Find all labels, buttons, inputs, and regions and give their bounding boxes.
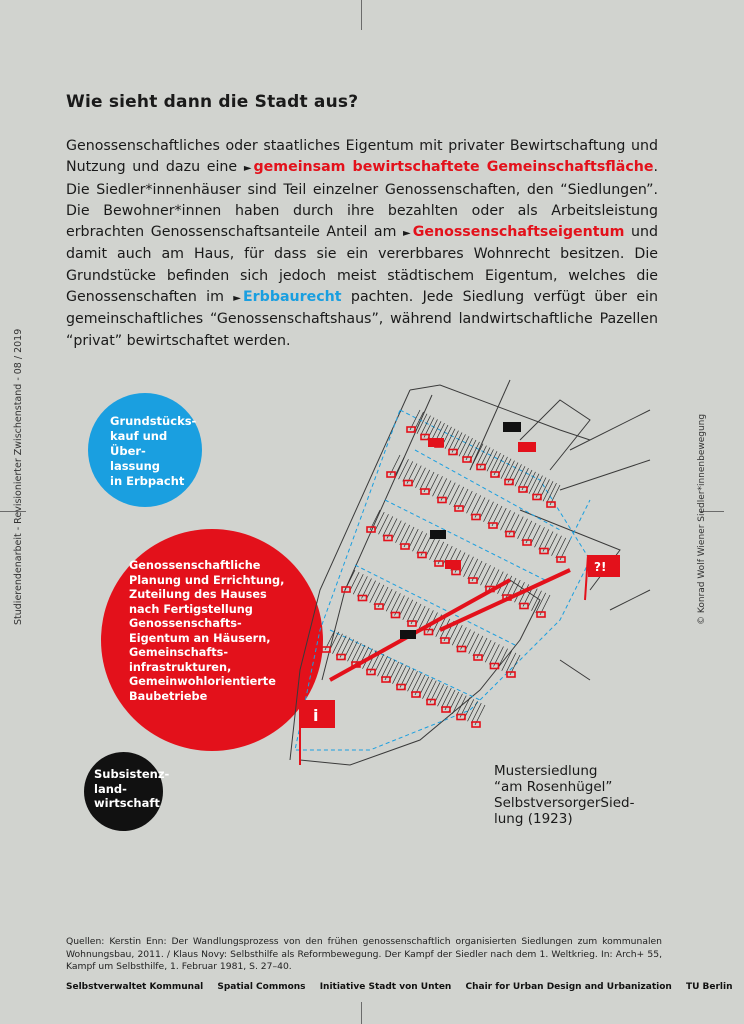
house-mark — [384, 536, 392, 541]
link-label: Genossenschaftseigentum — [412, 224, 625, 241]
parcel-line — [407, 602, 417, 622]
parcel-line — [396, 523, 406, 543]
house-mark — [418, 553, 426, 558]
link-label: gemeinsam bewirtschaftete Gemeinschaftsfläche — [253, 159, 654, 176]
circle-line: land- — [94, 781, 127, 796]
parcel-line — [468, 701, 478, 721]
arrow-icon: ► — [243, 163, 252, 175]
parcel-line — [463, 438, 473, 458]
body-text-2: . Die Siedler*innenhäuser sind Teil einzelner Genossenschaften, den “Siedlungen”. Die Bewohner*innen haben durch ihre bezahlten oder als Arbeitsleistung erbrachten Genossenschaftsanteile Anteil am — [66, 159, 658, 241]
footer — [66, 982, 744, 992]
house-mark — [401, 544, 409, 549]
parcel-line — [556, 538, 566, 558]
parcel-line — [536, 593, 546, 613]
house-mark — [322, 647, 330, 652]
caption-line: Mustersiedlung — [494, 763, 598, 779]
circle-erbpacht-text — [110, 414, 202, 489]
footer-item: Selbstverwaltet Kommunal — [66, 982, 204, 992]
house-mark — [506, 532, 514, 537]
house-mark — [537, 612, 545, 617]
house-mark — [469, 578, 477, 583]
house-mark — [547, 502, 555, 507]
parcel-line — [430, 540, 440, 560]
caption-line: SelbstversorgerSied- — [494, 795, 635, 811]
footer-item: Initiative Stadt von Unten — [319, 982, 452, 992]
parcel-line — [333, 634, 343, 654]
house-mark — [477, 465, 485, 470]
settlement-map — [260, 380, 660, 780]
parcel-line — [491, 453, 501, 473]
house-mark — [520, 604, 528, 609]
parcel-line — [489, 644, 499, 664]
parcel-line — [420, 470, 430, 490]
circle-line: lassung — [110, 459, 160, 473]
parcel-line — [454, 487, 464, 507]
body-text-3: und damit auch am Haus, für dass sie ein vererbbares Wohnrecht besitzen. Die Grundstücke befinden sich jedoch meist städtischem Eigentum, welches die Genossenschaften im — [66, 224, 658, 306]
house-mark — [489, 523, 497, 528]
parcel-line — [535, 527, 545, 547]
house-mark — [382, 677, 390, 682]
circle-line: Baubetriebe — [129, 689, 208, 703]
house-mark — [533, 495, 541, 500]
info-flag-label: i — [313, 706, 319, 725]
map-caption — [494, 763, 634, 827]
parcel-line — [488, 504, 498, 524]
parcel-line — [423, 679, 433, 699]
parcel-line — [485, 642, 495, 662]
body-text-4: pachten. Jede Siedlung verfügt über ein gemeinschaftliches “Genossenschaftshaus”, während landwirtschaftliche Pazellen “privat” bewirtschaftet werden. — [66, 289, 658, 349]
circle-subsistenz — [84, 752, 170, 831]
parcel-line — [518, 519, 528, 539]
house-mark — [540, 549, 548, 554]
parcel-line — [438, 686, 448, 706]
house-mark — [408, 621, 416, 626]
parcel-line — [505, 461, 515, 481]
parcel-line — [408, 671, 418, 691]
red-flag-1 — [518, 442, 536, 452]
parcel-line — [459, 436, 469, 456]
house-mark — [491, 472, 499, 477]
circle-line: Planung und Errichtung, — [129, 573, 285, 587]
crop-mark-top — [361, 0, 362, 30]
caption-line: lung (1923) — [494, 811, 573, 827]
house-mark — [505, 480, 513, 485]
red-flag-2 — [445, 560, 461, 569]
circle-line: Eigentum an Häusern, — [129, 631, 271, 645]
house-mark — [519, 487, 527, 492]
house-mark — [491, 664, 499, 669]
house-mark — [397, 685, 405, 690]
parcel-line — [351, 643, 361, 663]
parcel-line — [452, 625, 462, 645]
house-mark — [421, 435, 429, 440]
circle-line: wirtschaft — [94, 796, 160, 810]
red-center-strip — [330, 570, 570, 680]
parcel-line — [357, 576, 367, 596]
parcel-line — [473, 636, 483, 656]
black-flag-3 — [400, 630, 416, 639]
parcel-line — [399, 459, 409, 479]
circle-subsistenz-text — [94, 767, 169, 811]
link-erbbaurecht[interactable] — [233, 289, 341, 305]
parcel-line — [426, 681, 436, 701]
parcel-line — [445, 429, 455, 449]
parcel-line — [433, 476, 443, 496]
circle-line: infrastrukturen, — [129, 660, 232, 674]
house-mark — [367, 670, 375, 675]
parcel-line — [450, 485, 460, 505]
parcel-line — [515, 466, 525, 486]
house-mark — [342, 587, 350, 592]
parcel-line — [464, 557, 474, 577]
parcel-line — [381, 658, 391, 678]
black-flag-1 — [503, 422, 521, 432]
parcel-line — [485, 567, 495, 587]
parcel-line — [552, 536, 562, 556]
house-mark — [441, 638, 449, 643]
crop-mark-bottom — [361, 1002, 362, 1024]
parcel-line — [505, 512, 515, 532]
house-mark — [435, 561, 443, 566]
circle-line: Genossenschafts- — [129, 617, 242, 630]
parcel-line — [533, 476, 543, 496]
parcel-line — [434, 542, 444, 562]
parcel-line — [378, 656, 388, 676]
black-flag-2 — [430, 530, 446, 539]
house-mark — [523, 540, 531, 545]
red-flag-3 — [428, 438, 444, 447]
parcel-line — [383, 516, 393, 536]
parcel-line — [467, 493, 477, 513]
footer-item: TU Berlin — [685, 982, 733, 992]
house-mark — [407, 427, 415, 432]
link-genossenschaftseigentum[interactable] — [403, 224, 624, 240]
house-mark — [367, 527, 375, 532]
parcel-line — [393, 664, 403, 684]
circle-line: Genossenschaftliche — [129, 559, 261, 572]
parcel-line — [501, 510, 511, 530]
body-text-1: Genossenschaftliches oder staatliches Eigentum mit privater Bewirtschaftung und Nutzung und dazu eine — [66, 138, 658, 176]
parcel-line — [441, 688, 451, 708]
parcel-line — [348, 641, 358, 661]
house-mark — [557, 557, 565, 562]
footer-item: Chair for Urban Design and Urbanization — [465, 982, 672, 992]
circle-line: Gemeinschafts- — [129, 646, 229, 659]
circle-line: in Erbpacht — [110, 474, 185, 488]
house-mark — [458, 647, 466, 652]
parcel-line — [456, 627, 466, 647]
parcel-line — [484, 502, 494, 522]
circle-line: Subsistenz- — [94, 767, 170, 781]
house-mark — [442, 707, 450, 712]
house-mark — [507, 672, 515, 677]
parcel-line — [403, 461, 413, 481]
side-note-right: © Konrad Wolf Wiener Siedler*innenbewegung — [697, 413, 707, 625]
parcel-line — [353, 574, 363, 594]
house-mark — [463, 457, 471, 462]
parcel-line — [469, 634, 479, 654]
parcel-line — [390, 593, 400, 613]
house-mark — [359, 596, 367, 601]
parcel-line — [468, 559, 478, 579]
parcel-line — [413, 531, 423, 551]
house-mark — [387, 472, 395, 477]
caption-line: “am Rosenhügel” — [494, 779, 613, 795]
link-gemeinschaftsflaeche[interactable] — [244, 159, 654, 175]
arrow-icon: ► — [403, 228, 411, 240]
house-mark — [472, 722, 480, 727]
house-mark — [449, 450, 457, 455]
parcel-line — [539, 529, 549, 549]
sources: Quellen: Kerstin Enn: Der Wandlungsprozess von den frühen genossenschaftlich organisierten Siedlungen zum kommunalen Wohnungsbau, 2011. / Klaus Novy: Selbsthilfe als Reformbewegung. Der Kampf der Siedler nach dem 1. Weltkrieg. In: Arch+ 55, Kampf um Selbsthilfe, 1. Februar 1981, S. 27–40. — [66, 936, 662, 973]
parcel-line — [519, 468, 529, 488]
parcel-line — [453, 694, 463, 714]
house-mark — [425, 630, 433, 635]
parcel-line — [386, 591, 396, 611]
parcel-line — [471, 703, 481, 723]
footer-item: Spatial Commons — [217, 982, 306, 992]
circle-line: nach Fertigstellung — [129, 602, 253, 616]
parcel-line — [411, 673, 421, 693]
parcel-line — [417, 533, 427, 553]
house-mark — [392, 613, 400, 618]
parcel-line — [370, 583, 380, 603]
house-mark — [438, 498, 446, 503]
house-mark — [421, 489, 429, 494]
house-mark — [455, 506, 463, 511]
parcel-line — [481, 565, 491, 585]
side-note-left: Studierendenarbeit - Revisionierter Zwischenstand - 08 / 2019 — [13, 328, 24, 625]
body-paragraph — [66, 136, 658, 352]
parcel-line — [473, 444, 483, 464]
parcel-line — [379, 514, 389, 534]
parcel-line — [449, 431, 459, 451]
question-flag-label: ?! — [594, 560, 607, 574]
link-label: Erbbaurecht — [242, 289, 342, 306]
parcel-line — [403, 600, 413, 620]
circle-line: Zuteilung des Hauses — [129, 588, 267, 601]
red-houses — [322, 427, 565, 727]
parcel-line — [400, 525, 410, 545]
house-mark — [375, 604, 383, 609]
circle-line: Gemeinwohlorientierte — [129, 675, 276, 688]
circle-erbpacht — [88, 393, 202, 507]
arrow-icon: ► — [233, 293, 241, 305]
house-mark — [427, 700, 435, 705]
house-mark — [472, 515, 480, 520]
parcel-line — [374, 585, 384, 605]
house-mark — [457, 715, 465, 720]
house-mark — [452, 570, 460, 575]
parcel-line — [437, 478, 447, 498]
house-mark — [404, 481, 412, 486]
house-mark — [412, 692, 420, 697]
parcel-line — [471, 495, 481, 515]
page-title: Wie sieht dann die Stadt aus? — [66, 92, 359, 112]
house-mark — [337, 655, 345, 660]
house-mark — [474, 655, 482, 660]
parcel-line — [336, 636, 346, 656]
circle-line: Grundstücks- — [110, 414, 197, 428]
parcel-line — [416, 468, 426, 488]
parcel-line — [396, 666, 406, 686]
circle-line: kauf und Über- — [110, 429, 168, 458]
parcel-line — [522, 521, 532, 541]
